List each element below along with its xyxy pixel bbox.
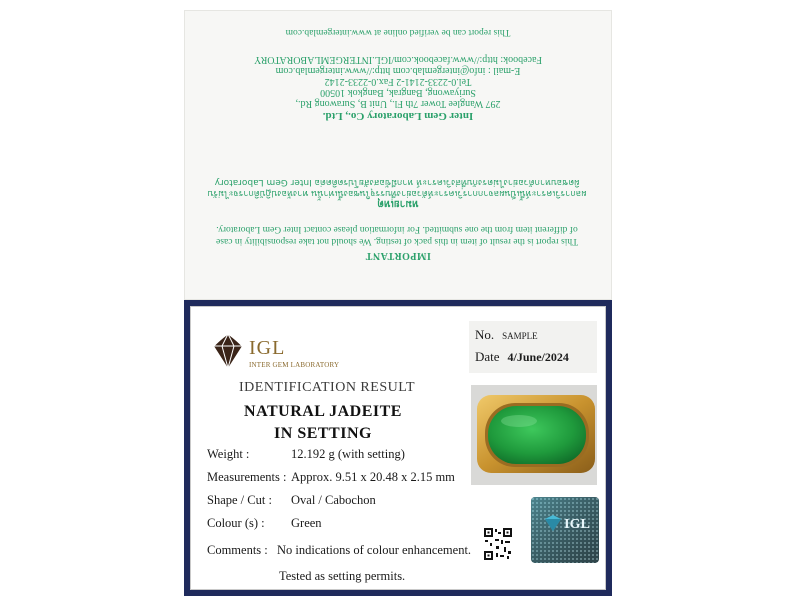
shape-row	[207, 493, 376, 508]
weight-value: 12.192 g (with setting)	[291, 447, 405, 461]
colour-label: Colour (s) :	[207, 516, 265, 530]
comments-line-2: Tested as setting permits.	[279, 569, 406, 583]
diamond-logo-icon	[213, 333, 243, 369]
address-line-1: 297 Wanglee Tower 7th Fl., Unit B, Surawong Rd.,	[295, 98, 501, 109]
number-value: SAMPLE	[502, 331, 538, 341]
logo-text: IGL	[249, 337, 286, 359]
date-label: Date	[475, 349, 500, 364]
report-meta-box	[469, 321, 597, 373]
date-value: 4/June/2024	[507, 350, 569, 364]
tel-line: Tel.0-2233-2141-2 Fax.0-2233-2142	[324, 76, 472, 87]
gem-identification	[243, 401, 403, 445]
shape-value: Oval / Cabochon	[291, 493, 376, 507]
thai-title: หมายเหตุ	[377, 198, 419, 209]
facebook-line: Facebook: http://www.facebook.com/IGL.INTERGEMLABORATORY	[253, 54, 543, 65]
company-name: Inter Gem Laboratory Co., Ltd.	[322, 110, 474, 122]
measurements-row	[207, 470, 455, 485]
address-line-2: Suriyawong, Bangrak, Bangkok 10500	[320, 87, 476, 98]
comments-row	[207, 543, 471, 558]
weight-row	[207, 447, 405, 462]
colour-value: Green	[291, 516, 322, 530]
jadeite-ring-image	[471, 385, 597, 485]
important-title: IMPORTANT	[365, 250, 431, 261]
measurements-label: Measurements :	[207, 470, 287, 484]
report-number-row	[475, 327, 538, 343]
report-date-row	[475, 349, 569, 365]
certificate-body	[190, 306, 606, 590]
shape-label: Shape / Cut :	[207, 493, 272, 507]
weight-label: Weight :	[207, 447, 250, 461]
thai-text: ผลการวิเคราะห์นี้เป็นผลจากการวิเคราะห์ตัวอย่างที่บรรจุในซองนี้เท่านั้น ทางห้องปฏิบัติการจะไม่รับผิดชอบหากตัวอย่างไม่ตรงกับที่ส่งวิเคราะห์ หากมีข้อสงสัยโปรดติดต่อ Inter Gem Laboratory	[207, 177, 587, 198]
logo-subtitle: INTER GEM LABORATORY	[249, 361, 340, 369]
result-title: IDENTIFICATION RESULT	[239, 380, 416, 395]
company-address	[185, 54, 611, 109]
comments-value: No indications of colour enhancement.	[277, 543, 472, 557]
measurements-value: Approx. 9.51 x 20.48 x 2.15 mm	[291, 470, 455, 484]
headline-line-2: IN SETTING	[274, 425, 372, 442]
colour-row	[207, 516, 322, 531]
report-back-panel	[184, 10, 612, 300]
certificate-card	[184, 300, 612, 596]
gem-photo	[471, 385, 597, 485]
headline-line-1: NATURAL JADEITE	[244, 403, 402, 420]
comments-label: Comments :	[207, 543, 268, 557]
number-label: No.	[475, 327, 495, 342]
qr-code-icon[interactable]	[483, 527, 513, 561]
verify-text: This report can be verified online at www.intergemlab.com	[285, 27, 511, 37]
email-line: E-mail : info@intergemlab.com http://www.intergemlab.com	[275, 65, 521, 76]
back-rotated-content	[185, 11, 611, 299]
important-text: This report is the result of item in this pack of testing. We should not take responsibility in case of different item from the one submitted. For information please contact Inter Gem Laboratory.	[216, 224, 578, 246]
hologram-seal-icon	[531, 497, 599, 563]
hologram-text: IGL	[564, 517, 590, 532]
hologram-seal	[531, 497, 599, 563]
